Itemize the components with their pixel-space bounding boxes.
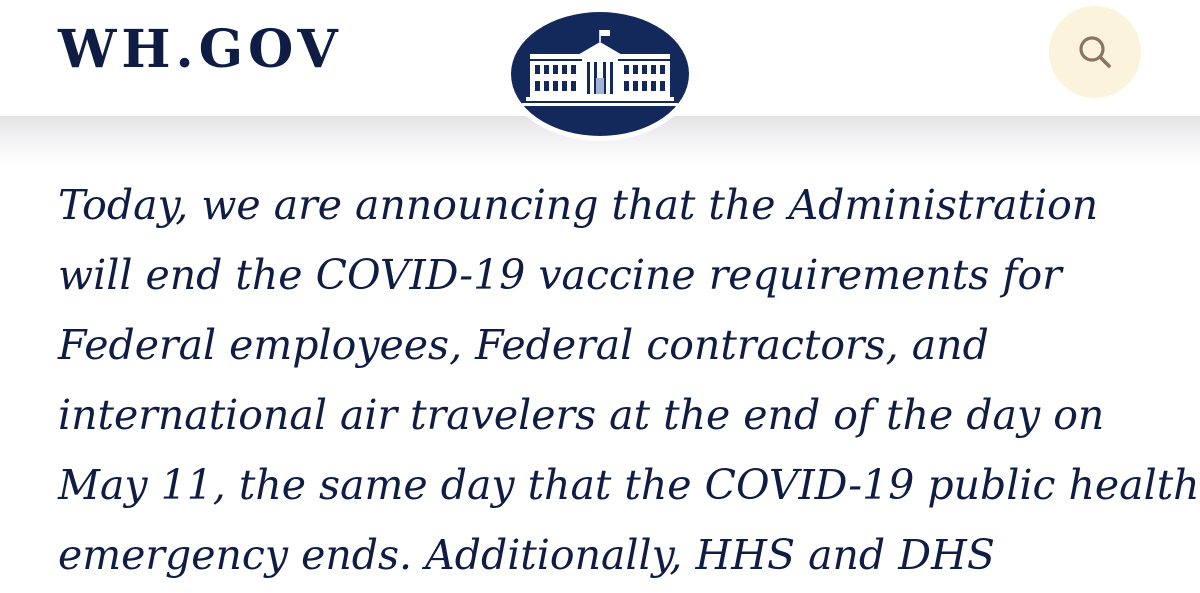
- search-icon: [1075, 32, 1115, 72]
- article-line: May 11, the same day that the COVID-19 public health: [58, 461, 1200, 509]
- white-house-seal-link[interactable]: [502, 4, 698, 144]
- search-button[interactable]: [1049, 6, 1141, 98]
- article-body: [58, 170, 1200, 590]
- article-line: international air travelers at the end of the day on: [58, 391, 1105, 439]
- site-logo-text[interactable]: WH.GOV: [58, 19, 343, 80]
- article-line: Today, we are announcing that the Administration: [58, 181, 1099, 229]
- white-house-seal-icon: [502, 4, 698, 144]
- article-line: Federal employees, Federal contractors, and: [58, 321, 989, 369]
- article-line: emergency ends. Additionally, HHS and DHS: [58, 531, 995, 579]
- article-line: will end the COVID-19 vaccine requirements for: [58, 251, 1062, 299]
